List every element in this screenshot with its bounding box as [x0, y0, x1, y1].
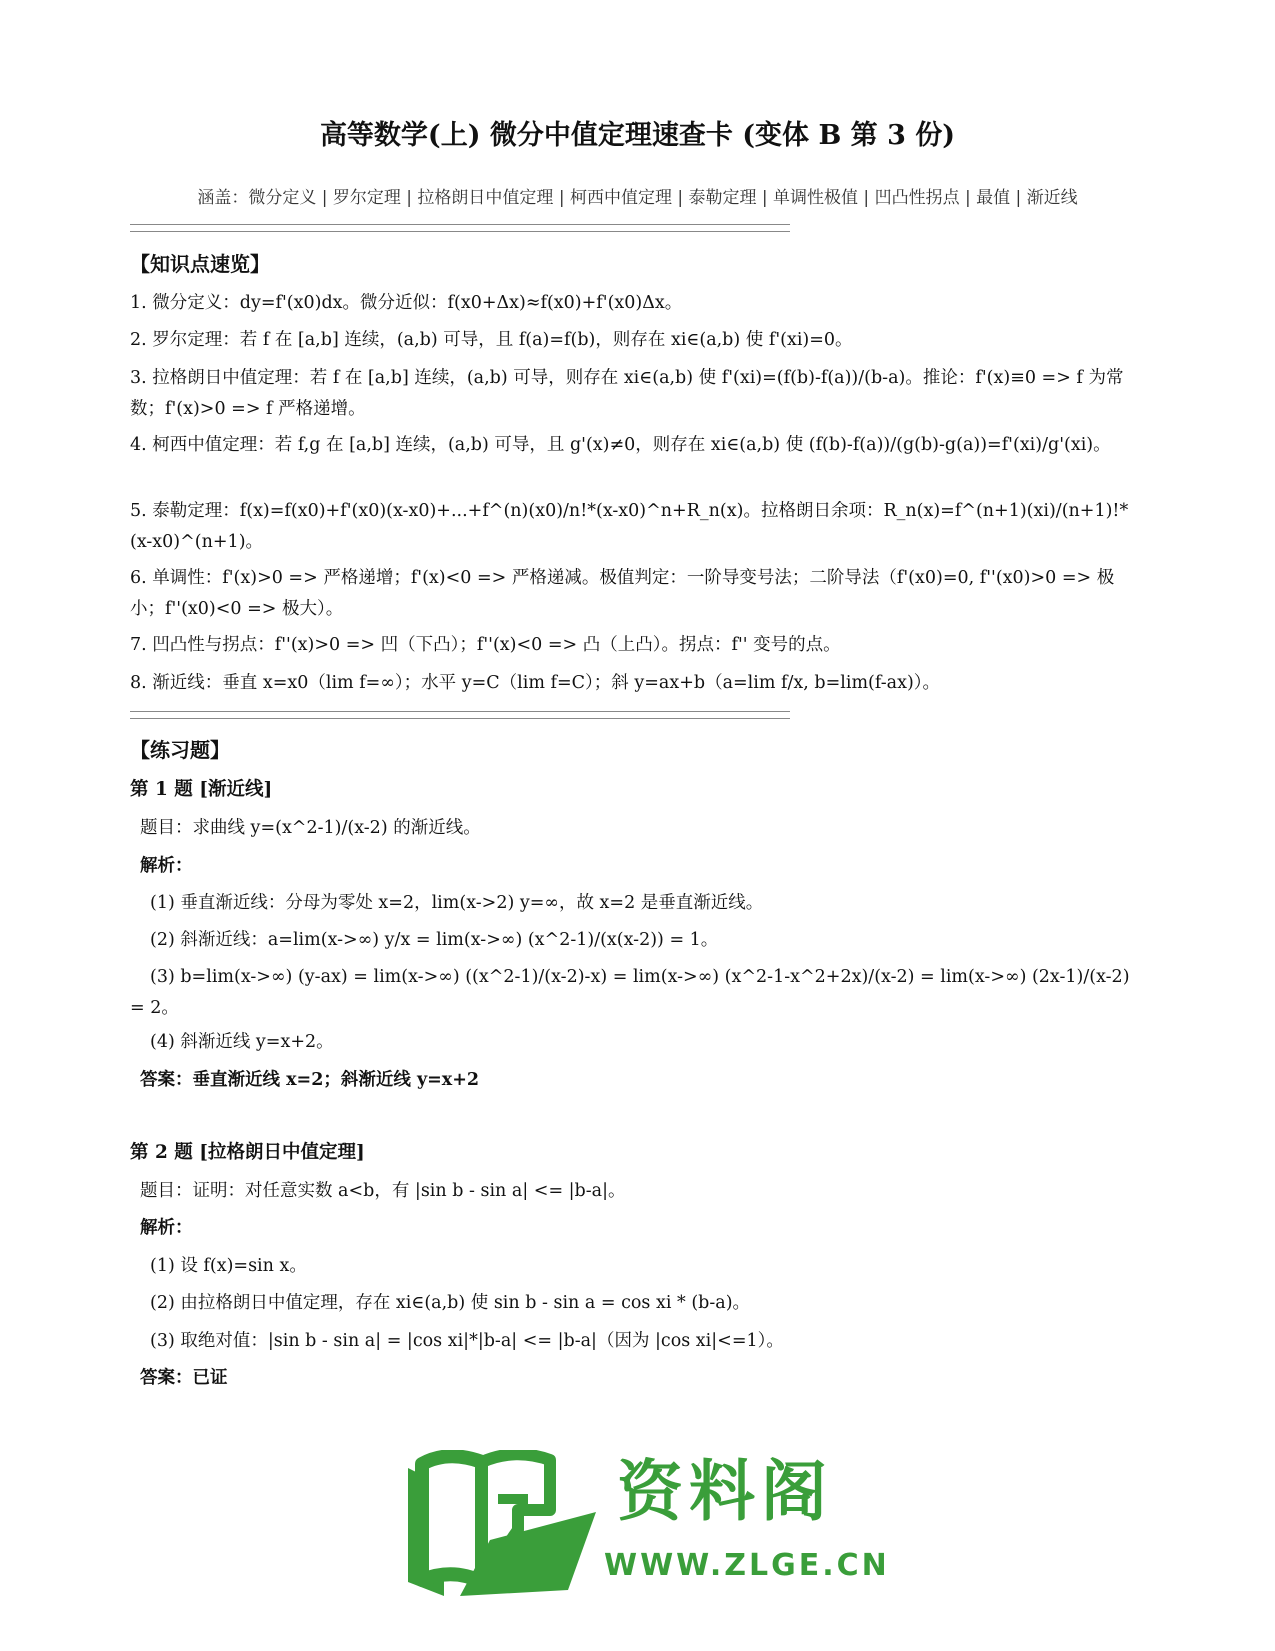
watermark-logo: [400, 1450, 890, 1600]
book-icon: [400, 1450, 600, 1600]
knowledge-item: 7. 凹凸性与拐点：f''(x)>0 => 凹（下凸）；f''(x)<0 => 凸（上凸）。拐点：f'' 变号的点。: [130, 635, 841, 655]
analysis-label: 解析：: [140, 1218, 193, 1238]
solution-step: (1) 垂直渐近线：分母为零处 x=2，lim(x->2) y=∞，故 x=2 是垂直渐近线。: [150, 893, 764, 913]
solution-step: (2) 斜渐近线：a=lim(x->∞) y/x = lim(x->∞) (x^2-1)/(x(x-2)) = 1。: [150, 930, 719, 950]
question-text: 题目：求曲线 y=(x^2-1)/(x-2) 的渐近线。: [140, 818, 481, 838]
solution-step: (2) 由拉格朗日中值定理，存在 xi∈(a,b) 使 sin b - sin a = cos xi * (b-a)。: [150, 1293, 751, 1313]
knowledge-heading: 【知识点速览】: [130, 252, 270, 276]
page-subtitle: 涵盖：微分定义 | 罗尔定理 | 拉格朗日中值定理 | 柯西中值定理 | 泰勒定理 | 单调性极值 | 凹凸性拐点 | 最值 | 渐近线: [197, 188, 1078, 208]
knowledge-item: 5. 泰勒定理：f(x)=f(x0)+f'(x0)(x-x0)+...+f^(n)(x0)/n!*(x-x0)^n+R_n(x)。拉格朗日余项：R_n(x)=f^(n+1)(xi)/(n+1)!*(x-x0)^(n+1)。: [130, 501, 1129, 552]
page-title: 高等数学(上) 微分中值定理速查卡 (变体 B 第 3 份): [319, 120, 956, 151]
solution-step: (1) 设 f(x)=sin x。: [150, 1256, 307, 1276]
question-title: 第 1 题 [渐近线]: [130, 779, 273, 800]
answer-text: 答案：已证: [140, 1368, 228, 1388]
knowledge-item: 3. 拉格朗日中值定理：若 f 在 [a,b] 连续，(a,b) 可导，则存在 xi∈(a,b) 使 f'(xi)=(f(b)-f(a))/(b-a)。推论：f'(x)≡0 => f 为常数；f'(x)>0 => f 严格递增。: [130, 368, 1124, 419]
question-title: 第 2 题 [拉格朗日中值定理]: [130, 1142, 365, 1163]
separator-line: [130, 711, 790, 719]
watermark-url: WWW.ZLGE.CN: [604, 1548, 890, 1583]
question-text: 题目：证明：对任意实数 a<b，有 |sin b - sin a| <= |b-a|。: [140, 1181, 626, 1201]
solution-step: (4) 斜渐近线 y=x+2。: [150, 1032, 334, 1052]
analysis-label: 解析：: [140, 856, 193, 876]
watermark-name: 资料阁: [617, 1453, 833, 1530]
answer-text: 答案：垂直渐近线 x=2；斜渐近线 y=x+2: [140, 1070, 480, 1090]
solution-step: (3) 取绝对值：|sin b - sin a| = |cos xi|*|b-a| <= |b-a|（因为 |cos xi|<=1）。: [150, 1331, 784, 1351]
knowledge-item: 6. 单调性：f'(x)>0 => 严格递增；f'(x)<0 => 严格递减。极值判定：一阶导变号法；二阶导法（f'(x0)=0, f''(x0)>0 => 极小；f''(x0)<0 => 极大）。: [130, 568, 1115, 619]
solution-step: (3) b=lim(x->∞) (y-ax) = lim(x->∞) ((x^2-1)/(x-2)-x) = lim(x->∞) (x^2-1-x^2+2x)/(x-2) = lim(x->∞) (2x-1)/(x-2) = 2。: [130, 967, 1130, 1018]
knowledge-item: 8. 渐近线：垂直 x=x0（lim f=∞）；水平 y=C（lim f=C）；斜 y=ax+b（a=lim f/x, b=lim(f-ax)）。: [130, 673, 941, 693]
knowledge-item: 4. 柯西中值定理：若 f,g 在 [a,b] 连续，(a,b) 可导，且 g'(x)≠0，则存在 xi∈(a,b) 使 (f(b)-f(a))/(g(b)-g(a))=f'(xi)/g'(xi)。: [130, 435, 1111, 455]
knowledge-item: 2. 罗尔定理：若 f 在 [a,b] 连续，(a,b) 可导，且 f(a)=f(b)，则存在 xi∈(a,b) 使 f'(xi)=0。: [130, 330, 853, 350]
practice-heading: 【练习题】: [130, 738, 230, 762]
separator-line: [130, 224, 790, 232]
knowledge-item: 1. 微分定义：dy=f'(x0)dx。微分近似：f(x0+Δx)≈f(x0)+f'(x0)Δx。: [130, 293, 683, 313]
